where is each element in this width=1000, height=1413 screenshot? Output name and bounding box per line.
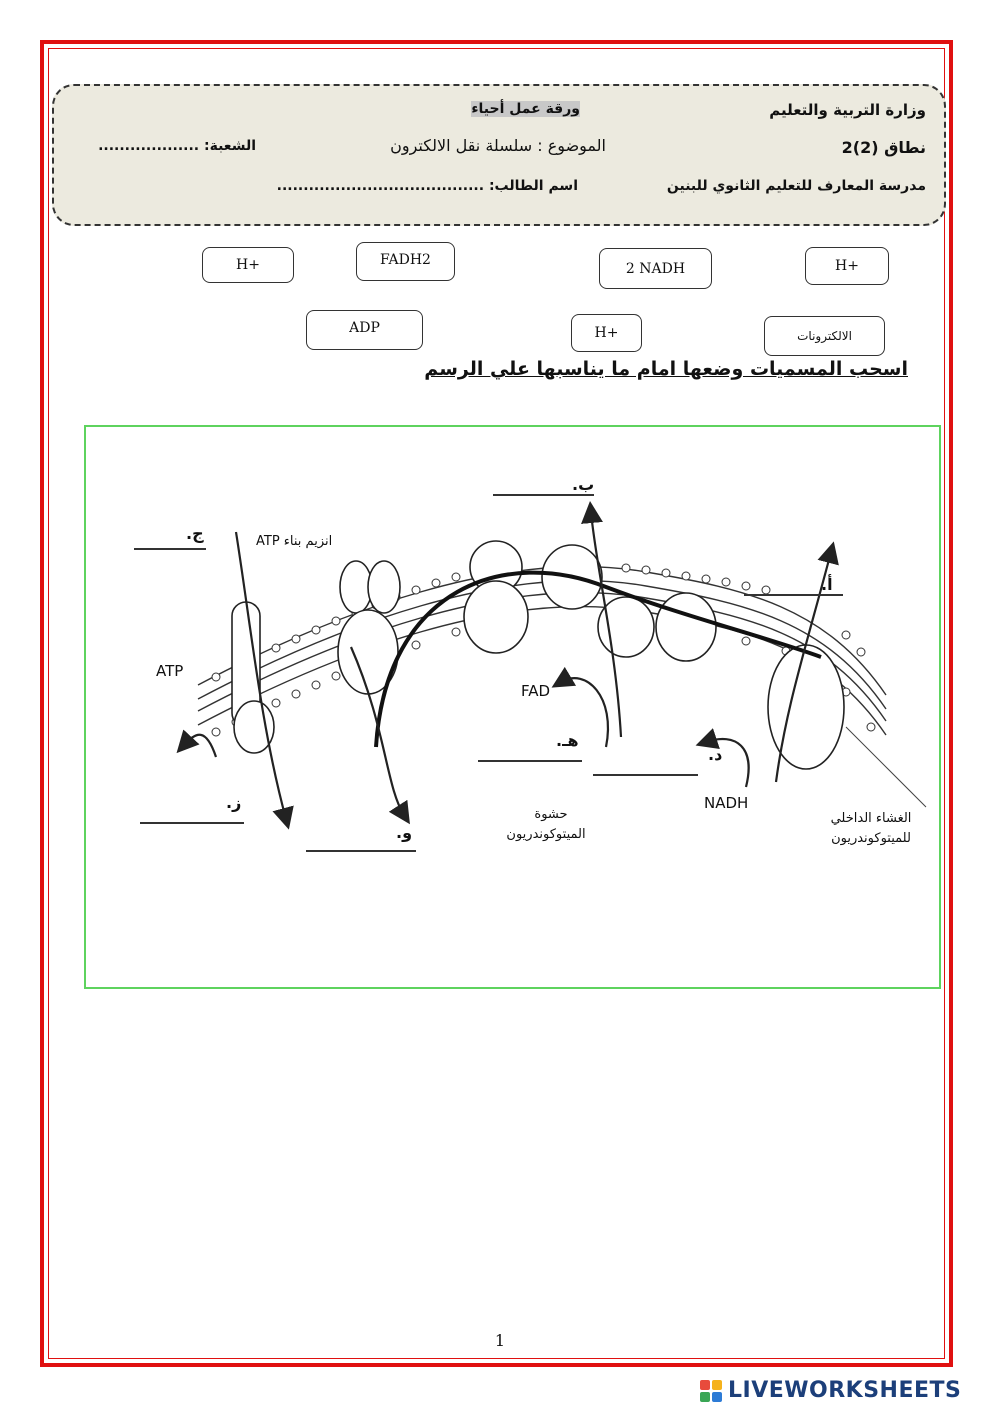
membrane-illustration <box>86 427 943 991</box>
liveworksheets-logo-icon <box>700 1380 722 1402</box>
chip-electrons[interactable]: الالكترونات <box>764 316 885 356</box>
blank-g-marker: ز. <box>226 793 242 812</box>
instruction-text: اسحب المسميات وضعها امام ما يناسبها علي الرسم <box>424 358 908 380</box>
chip-adp[interactable]: ADP <box>306 310 423 350</box>
section-field[interactable]: الشعبة: ................... <box>98 138 256 154</box>
protein-complexes <box>232 541 844 769</box>
topic-label: الموضوع : سلسلة نقل الالكترون <box>390 136 606 155</box>
fad-label: FAD <box>521 682 551 700</box>
chip-h-plus[interactable]: H+ <box>202 247 294 283</box>
inner-membrane-line2: للميتوكوندريون <box>831 831 911 846</box>
worksheet-title: ورقة عمل أحياء <box>471 101 580 117</box>
electron-path <box>376 573 821 747</box>
chip-h-plus[interactable]: H+ <box>805 247 889 285</box>
blank-b-marker: ب. <box>572 475 595 494</box>
inner-membrane-line1: الغشاء الداخلي <box>830 811 912 826</box>
chip-2-nadh[interactable]: 2 NADH <box>599 248 712 289</box>
blank-f-marker: و. <box>396 823 413 842</box>
scope-label: نطاق (2)2 <box>841 138 926 157</box>
matrix-label-line1: حشوة <box>534 807 568 822</box>
liveworksheets-logo-text: LIVEWORKSHEETS <box>728 1378 962 1403</box>
chip-fadh2[interactable]: FADH2 <box>356 242 455 281</box>
student-name-field[interactable]: اسم الطالب: ....................................... <box>276 178 578 194</box>
matrix-label-line2: الميتوكوندريون <box>506 827 586 842</box>
membrane-pointer <box>846 727 926 807</box>
blank-c-marker: ج. <box>186 524 204 543</box>
blank-a-marker: أ. <box>821 575 833 594</box>
atp-product-label: ATP <box>156 662 184 680</box>
liveworksheets-logo[interactable] <box>700 1378 961 1403</box>
worksheet-header <box>52 84 946 226</box>
atp-synthase-label: انزيم بناء ATP <box>256 534 333 549</box>
nadh-label: NADH <box>704 794 749 812</box>
ministry-name: وزارة التربية والتعليم <box>769 101 926 119</box>
electron-transport-diagram <box>84 425 941 989</box>
blank-e-marker: هـ. <box>556 731 579 750</box>
page-number: 1 <box>494 1331 506 1350</box>
chip-h-plus[interactable]: H+ <box>571 314 642 352</box>
blank-d-marker: د. <box>708 745 723 764</box>
school-name: مدرسة المعارف للتعليم الثانوي للبنين <box>666 178 926 194</box>
